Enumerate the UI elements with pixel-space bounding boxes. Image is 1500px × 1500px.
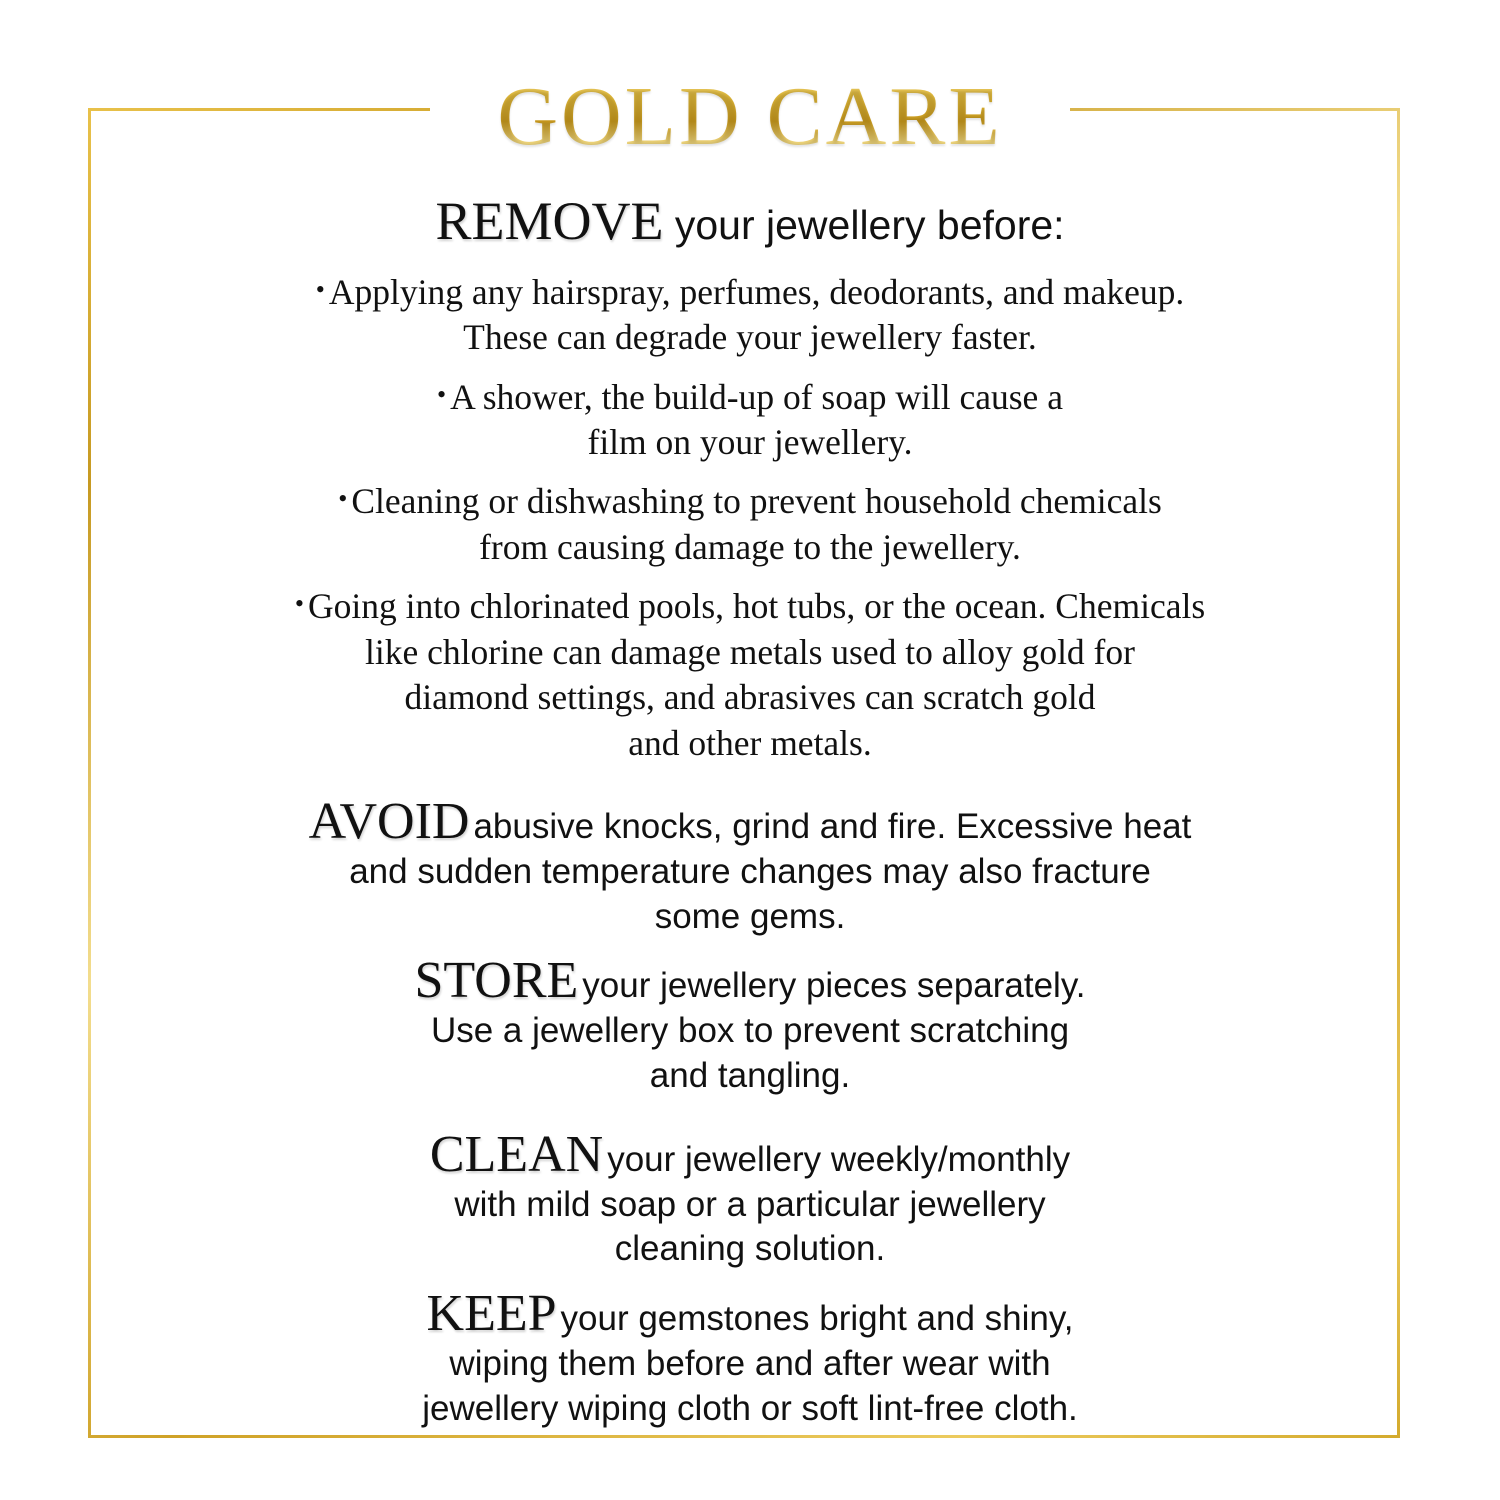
section-avoid xyxy=(120,793,1380,939)
bullet-icon: • xyxy=(437,379,447,409)
section-line: your gemstones bright and shiny, xyxy=(560,1299,1074,1339)
remove-heading-rest: your jewellery before: xyxy=(674,202,1065,248)
list-item xyxy=(120,270,1380,361)
bullet-line: Going into chlorinated pools, hot tubs, or the ocean. Chemicals xyxy=(307,586,1206,627)
page-title: GOLD CARE xyxy=(0,68,1500,165)
bullet-line: from causing damage to the jewellery. xyxy=(479,526,1021,567)
bullet-line: diamond settings, and abrasives can scratch gold xyxy=(404,677,1096,718)
bullet-line: like chlorine can damage metals used to alloy gold for xyxy=(365,631,1135,672)
bullet-line: These can degrade your jewellery faster. xyxy=(463,317,1037,358)
section-line: and tangling. xyxy=(649,1056,851,1096)
clean-keyword: CLEAN xyxy=(429,1125,604,1183)
section-line: your jewellery weekly/monthly xyxy=(607,1139,1071,1179)
bullet-line: Applying any hairspray, perfumes, deodorants, and makeup. xyxy=(328,271,1185,312)
avoid-keyword: AVOID xyxy=(308,793,470,851)
section-clean xyxy=(120,1125,1380,1272)
bullet-line: Cleaning or dishwashing to prevent household chemicals xyxy=(351,481,1162,522)
bullet-icon: • xyxy=(315,274,325,304)
section-store xyxy=(120,952,1380,1098)
care-instructions xyxy=(120,190,1380,1432)
remove-heading xyxy=(120,190,1380,254)
section-line: some gems. xyxy=(654,896,846,936)
keep-keyword: KEEP xyxy=(426,1285,557,1343)
section-line: your jewellery pieces separately. xyxy=(582,966,1086,1006)
bullet-line: film on your jewellery. xyxy=(587,422,913,463)
section-line: cleaning solution. xyxy=(614,1229,886,1269)
list-item xyxy=(120,479,1380,570)
section-line: abusive knocks, grind and fire. Excessive heat xyxy=(473,807,1192,847)
section-line: and sudden temperature changes may also fracture xyxy=(349,851,1151,891)
section-keep xyxy=(120,1285,1380,1431)
section-line: wiping them before and after wear with xyxy=(449,1344,1051,1384)
section-line: Use a jewellery box to prevent scratching xyxy=(430,1011,1070,1051)
remove-keyword: REMOVE xyxy=(435,191,664,251)
bullet-icon: • xyxy=(338,484,348,514)
section-line: with mild soap or a particular jewellery xyxy=(454,1184,1046,1224)
list-item xyxy=(120,375,1380,466)
bullet-line: A shower, the build-up of soap will cause a xyxy=(450,376,1063,417)
remove-bullet-list xyxy=(120,270,1380,766)
bullet-line: and other metals. xyxy=(628,722,872,763)
bullet-icon: • xyxy=(294,589,304,619)
list-item xyxy=(120,584,1380,766)
section-line: jewellery wiping cloth or soft lint-free cloth. xyxy=(422,1388,1078,1428)
store-keyword: STORE xyxy=(414,952,579,1010)
